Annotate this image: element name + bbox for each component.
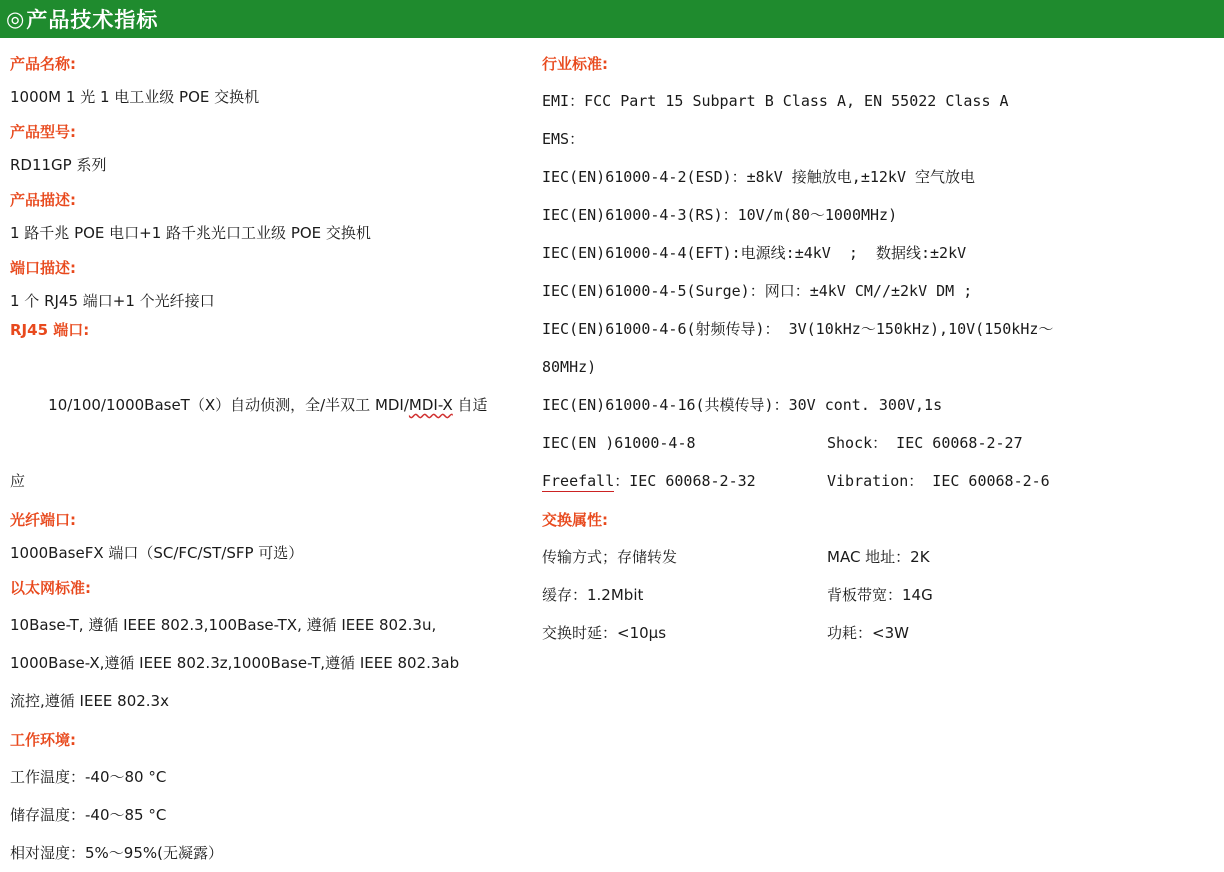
value-iec-61000-4-5: IEC(EN)61000-4-5(Surge)：网口：±4kV CM//±2kV DM ; <box>542 282 973 300</box>
label-working-environment: 工作环境: <box>10 731 76 749</box>
value-vibration: Vibration： IEC 60068-2-6 <box>827 472 1050 490</box>
label-ethernet-standard: 以太网标准: <box>10 579 91 597</box>
value-rj45-port-line1 <box>10 348 510 462</box>
circle-bullseye-icon: ◎ <box>6 7 25 31</box>
value-mac-address: MAC 地址：2K <box>827 548 930 566</box>
label-fiber-port: 光纤端口: <box>10 511 76 529</box>
standards-pairs-grid <box>542 424 1214 500</box>
value-rj45-port-line2: 应 <box>10 472 26 490</box>
switch-attributes-grid <box>542 538 1214 652</box>
value-ethernet-standard-1: 10Base-T, 遵循 IEEE 802.3,100Base-TX, 遵循 IEEE 802.3u, <box>10 616 437 634</box>
value-emi: EMI：FCC Part 15 Subpart B Class A, EN 55022 Class A <box>542 92 1009 110</box>
label-rj45-port: RJ45 端口: <box>10 321 90 339</box>
value-iec-61000-4-6: IEC(EN)61000-4-6(射频传导)： 3V(10kHz～150kHz),10V(150kHz～ <box>542 320 1054 338</box>
value-ethernet-standard-3: 流控,遵循 IEEE 802.3x <box>10 692 169 710</box>
value-switching-latency: 交换时延：<10μs <box>542 624 667 642</box>
value-iec-61000-4-8: IEC(EN )61000-4-8 <box>542 434 696 452</box>
section-header <box>0 0 1224 38</box>
value-shock: Shock： IEC 60068-2-27 <box>827 434 1023 452</box>
value-iec-61000-4-3: IEC(EN)61000-4-3(RS)：10V/m(80～1000MHz) <box>542 206 898 224</box>
label-port-desc: 端口描述: <box>10 259 76 277</box>
value-iec-61000-4-6-cont: 80MHz) <box>542 358 597 376</box>
value-port-desc: 1 个 RJ45 端口+1 个光纤接口 <box>10 292 215 310</box>
value-power-consumption: 功耗：<3W <box>827 624 909 642</box>
value-product-desc: 1 路千兆 POE 电口+1 路千兆光口工业级 POE 交换机 <box>10 224 371 242</box>
value-transmission-mode: 传输方式；存储转发 <box>542 548 678 566</box>
value-buffer: 缓存：1.2Mbit <box>542 586 644 604</box>
label-switch-attributes: 交换属性: <box>542 511 608 529</box>
value-relative-humidity: 相对湿度：5%～95%(无凝露） <box>10 844 223 862</box>
right-column <box>520 38 1224 872</box>
rj45-text-a: 10/100/1000BaseT（X）自动侦测，全/半双工 MDI/ <box>48 396 409 414</box>
value-storage-temperature: 储存温度：-40～85 °C <box>10 806 167 824</box>
value-product-name: 1000M 1 光 1 电工业级 POE 交换机 <box>10 88 260 106</box>
label-industry-standard: 行业标准: <box>542 55 608 73</box>
value-freefall <box>542 462 827 500</box>
content-columns <box>0 38 1224 872</box>
label-product-name: 产品名称: <box>10 55 76 73</box>
rj45-text-wavy: MDI-X <box>408 396 453 414</box>
label-product-desc: 产品描述: <box>10 191 76 209</box>
value-iec-61000-4-16: IEC(EN)61000-4-16(共模传导)：30V cont. 300V,1s <box>542 396 943 414</box>
value-ems: EMS： <box>542 130 585 148</box>
freefall-rest-text: ：IEC 60068-2-32 <box>614 472 756 490</box>
value-working-temperature: 工作温度：-40～80 °C <box>10 768 167 786</box>
value-iec-61000-4-2: IEC(EN)61000-4-2(ESD)：±8kV 接触放电,±12kV 空气放电 <box>542 168 976 186</box>
rj45-text-b: 自适 <box>452 396 488 414</box>
value-backplane-bandwidth: 背板带宽：14G <box>827 586 933 604</box>
freefall-underlined-text: Freefall <box>542 472 615 490</box>
page-title: 产品技术指标 <box>26 8 159 32</box>
value-ethernet-standard-2: 1000Base-X,遵循 IEEE 802.3z,1000Base-T,遵循 IEEE 802.3ab <box>10 654 460 672</box>
value-fiber-port: 1000BaseFX 端口（SC/FC/ST/SFP 可选） <box>10 544 304 562</box>
value-product-model: RD11GP 系列 <box>10 156 107 174</box>
label-product-model: 产品型号: <box>10 123 76 141</box>
value-iec-61000-4-4: IEC(EN)61000-4-4(EFT):电源线:±4kV ; 数据线:±2kV <box>542 244 967 262</box>
left-column <box>0 38 520 872</box>
